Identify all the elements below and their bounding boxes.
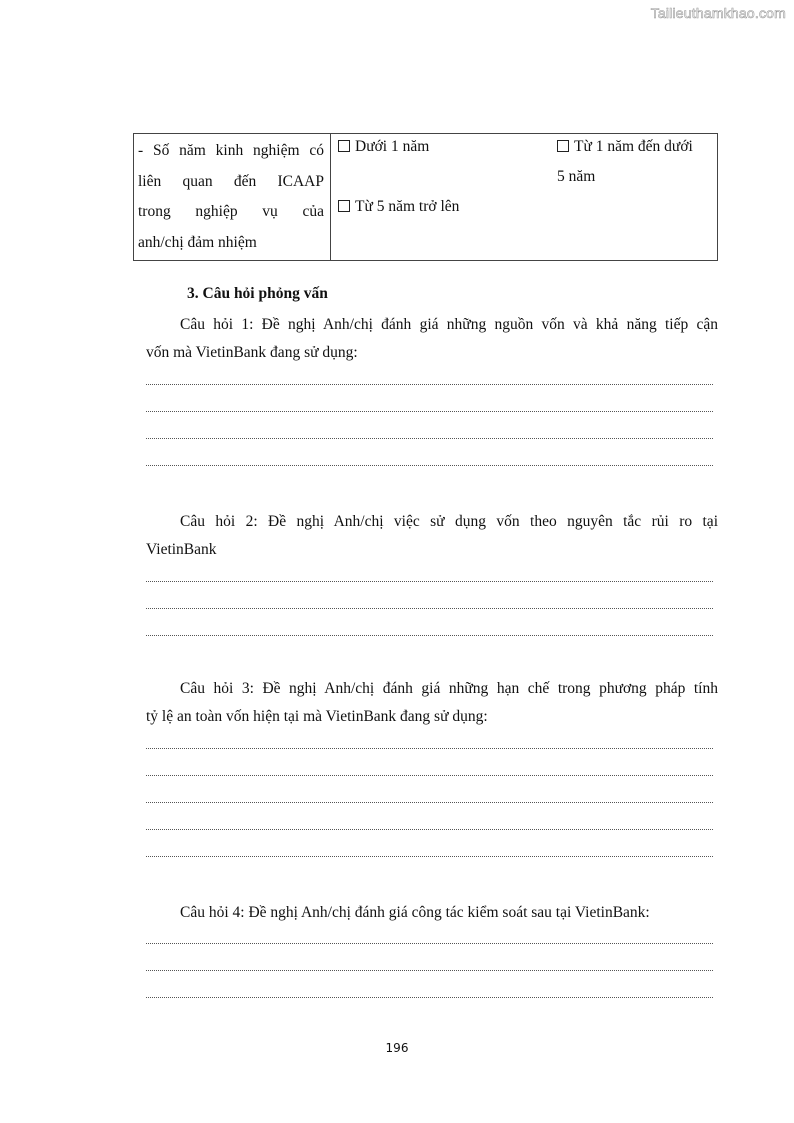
answer-line[interactable] bbox=[146, 997, 713, 998]
answer-line[interactable] bbox=[146, 384, 713, 385]
answer-line[interactable] bbox=[146, 581, 713, 582]
question-1 bbox=[146, 311, 718, 366]
answer-line[interactable] bbox=[146, 970, 713, 971]
page-number: 196 bbox=[385, 1041, 409, 1055]
question-text: Câu hỏi 1: Đề nghị Anh/chị đánh giá những nguồn vốn và khả năng tiếp cận bbox=[180, 316, 718, 333]
option-label: Dưới 1 năm bbox=[355, 138, 430, 155]
experience-table bbox=[133, 133, 718, 261]
answer-line[interactable] bbox=[146, 465, 713, 466]
answer-line[interactable] bbox=[146, 829, 713, 830]
label-line: trong nghiệp vụ của bbox=[138, 203, 324, 220]
option-1-to-5-years[interactable] bbox=[557, 132, 693, 162]
answer-line[interactable] bbox=[146, 775, 713, 776]
answer-line[interactable] bbox=[146, 608, 713, 609]
checkbox-icon[interactable] bbox=[338, 200, 350, 212]
question-text: vốn mà VietinBank đang sử dụng: bbox=[146, 343, 358, 361]
option-under-1-year[interactable] bbox=[338, 132, 429, 162]
experience-label bbox=[134, 134, 331, 261]
section-heading: 3. Câu hỏi phỏng vấn bbox=[187, 285, 328, 302]
option-over-5-years[interactable] bbox=[338, 192, 459, 222]
answer-line[interactable] bbox=[146, 856, 713, 857]
question-3 bbox=[146, 675, 718, 730]
label-line: liên quan đến ICAAP bbox=[138, 172, 324, 190]
label-line: anh/chị đảm nhiệm bbox=[138, 233, 257, 251]
checkbox-icon[interactable] bbox=[338, 140, 350, 152]
experience-options bbox=[331, 134, 718, 261]
answer-line[interactable] bbox=[146, 438, 713, 439]
question-text: Câu hỏi 2: Đề nghị Anh/chị việc sử dụng vốn theo nguyên tắc rủi ro tại bbox=[180, 513, 718, 530]
question-text: tỷ lệ an toàn vốn hiện tại mà VietinBank đang sử dụng: bbox=[146, 707, 488, 725]
option-label: Từ 1 năm đến dưới bbox=[574, 138, 693, 155]
question-4 bbox=[146, 899, 718, 927]
question-text: Câu hỏi 4: Đề nghị Anh/chị đánh giá công tác kiểm soát sau tại VietinBank: bbox=[180, 904, 650, 921]
label-line: - Số năm kinh nghiệm có bbox=[138, 142, 324, 159]
checkbox-icon[interactable] bbox=[557, 140, 569, 152]
question-text: Câu hỏi 3: Đề nghị Anh/chị đánh giá những hạn chế trong phương pháp tính bbox=[180, 680, 718, 697]
option-label-cont: 5 năm bbox=[557, 168, 596, 185]
answer-line[interactable] bbox=[146, 802, 713, 803]
answer-line[interactable] bbox=[146, 411, 713, 412]
question-text: VietinBank bbox=[146, 540, 217, 558]
answer-line[interactable] bbox=[146, 943, 713, 944]
answer-line[interactable] bbox=[146, 635, 713, 636]
answer-line[interactable] bbox=[146, 748, 713, 749]
watermark: Tailieuthamkhao.com bbox=[650, 5, 786, 21]
option-label: Từ 5 năm trở lên bbox=[355, 198, 460, 215]
question-2 bbox=[146, 508, 718, 563]
